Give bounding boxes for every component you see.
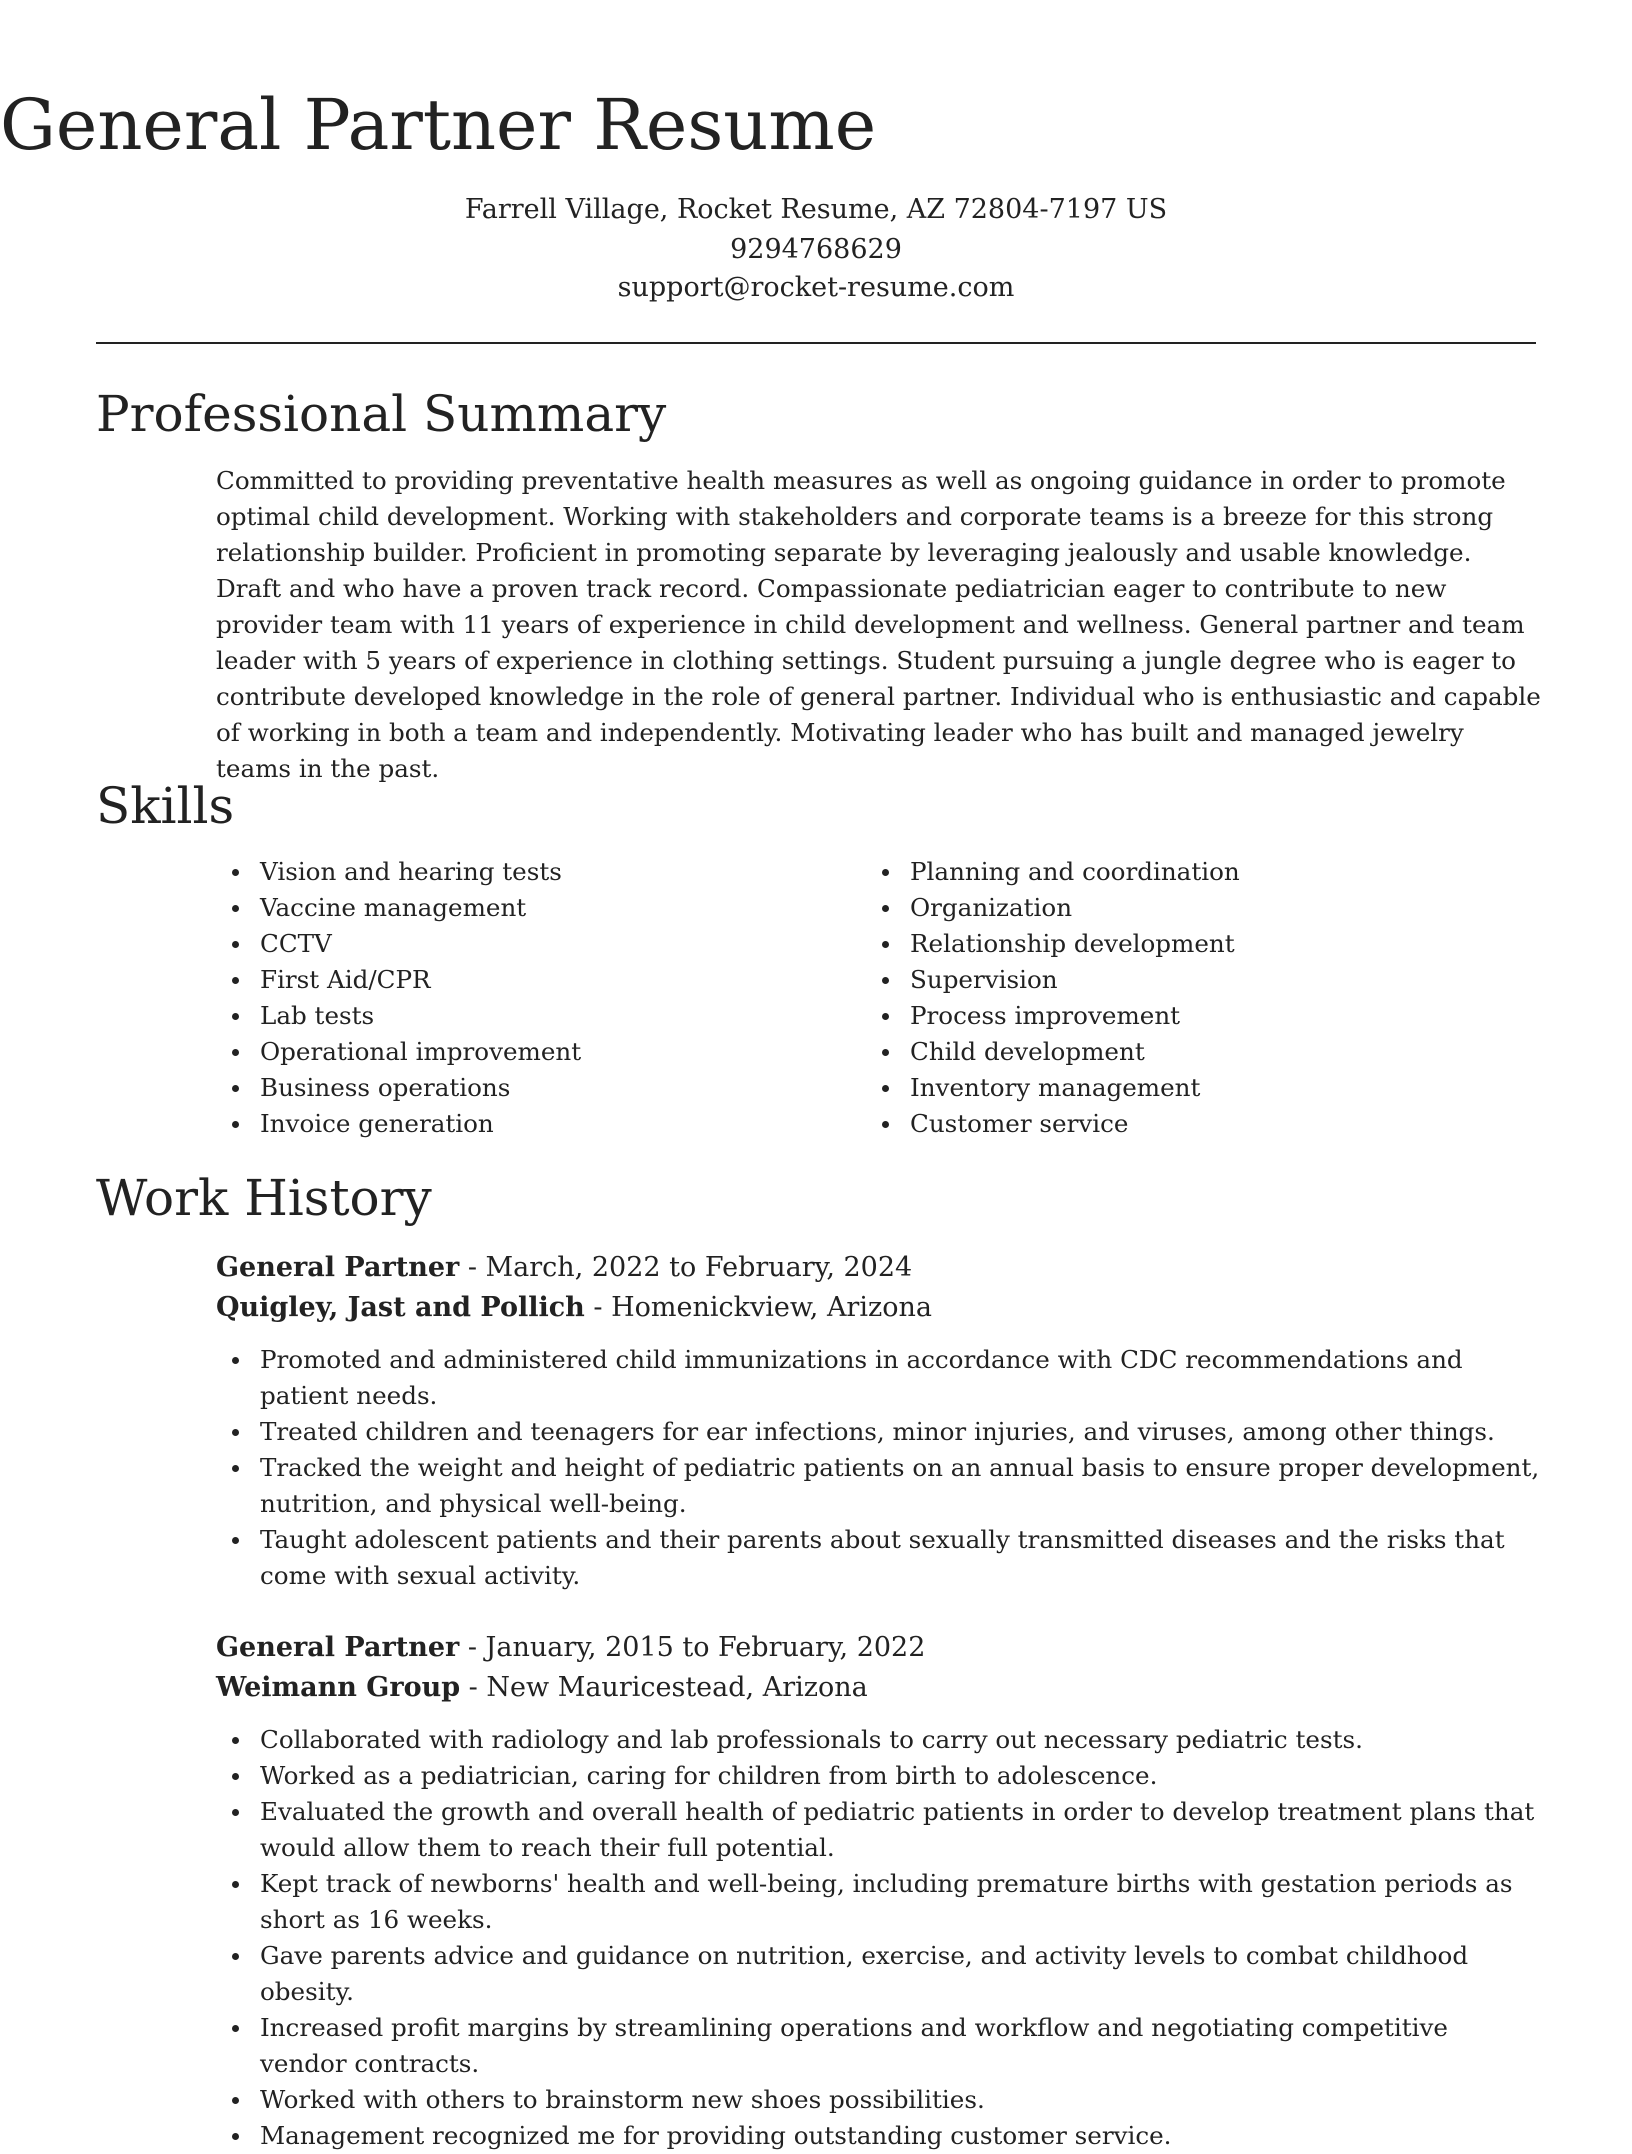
- job-duties-list: [216, 1722, 1541, 2154]
- job-duty: Promoted and administered child immunizations in accordance with CDC recommendations and patient needs.: [216, 1342, 1541, 1414]
- job-duty: Gave parents advice and guidance on nutrition, exercise, and activity levels to combat childhood obesity.: [216, 1938, 1541, 2010]
- skill-item: Vaccine management: [216, 890, 816, 926]
- skill-item: Supervision: [866, 962, 1466, 998]
- skill-item: Invoice generation: [216, 1106, 816, 1142]
- job-duty: Collaborated with radiology and lab professionals to carry out necessary pediatric tests.: [216, 1722, 1541, 1758]
- skill-item: First Aid/CPR: [216, 962, 816, 998]
- job-duty: Management recognized me for providing outstanding customer service.: [216, 2118, 1541, 2154]
- job-duty: Kept track of newborns' health and well-being, including premature births with gestation periods as short as 16 weeks.: [216, 1866, 1541, 1938]
- skills-list-right: [866, 854, 1466, 1142]
- job-title-line: General Partner - March, 2022 to February, 2024: [216, 1252, 913, 1283]
- job-entry: [216, 1628, 1541, 2154]
- skill-item: Lab tests: [216, 998, 816, 1034]
- skill-item: Organization: [866, 890, 1466, 926]
- job-company-line: Quigley, Jast and Pollich - Homenickview, Arizona: [216, 1292, 932, 1323]
- skills-heading: Skills: [96, 777, 235, 835]
- skills-list-left: [216, 854, 816, 1142]
- skill-item: Inventory management: [866, 1070, 1466, 1106]
- job-company: Weimann Group: [216, 1672, 461, 1703]
- contact-phone: 9294768629: [730, 234, 902, 265]
- summary-heading: Professional Summary: [96, 385, 667, 443]
- skill-item: Relationship development: [866, 926, 1466, 962]
- job-duty: Taught adolescent patients and their parents about sexually transmitted diseases and the risks that come with sexual activity.: [216, 1522, 1541, 1594]
- job-duty: Tracked the weight and height of pediatric patients on an annual basis to ensure proper development, nutrition, and physical well-being.: [216, 1450, 1541, 1522]
- job-duties-list: [216, 1342, 1541, 1594]
- summary-text: Committed to providing preventative health measures as well as ongoing guidance in order to promote optimal child development. Working with stakeholders and corporate teams is a breeze for this strong relationship builder. Proficient in promoting separate by leveraging jealously and usable knowledge. Draft and who have a proven track record. Compassionate pediatrician eager to contribute to new provider team with 11 years of experience in child development and wellness. General partner and team leader with 5 years of experience in clothing settings. Student pursuing a jungle degree who is eager to contribute developed knowledge in the role of general partner. Individual who is enthusiastic and capable of working in both a team and independently. Motivating leader who has built and managed jewelry teams in the past.: [216, 466, 1541, 783]
- job-entry: [216, 1248, 1541, 1594]
- skill-item: Process improvement: [866, 998, 1466, 1034]
- skill-item: Child development: [866, 1034, 1466, 1070]
- skill-item: CCTV: [216, 926, 816, 962]
- job-duty: Worked as a pediatrician, caring for children from birth to adolescence.: [216, 1758, 1541, 1794]
- job-duty: Treated children and teenagers for ear infections, minor injuries, and viruses, among other things.: [216, 1414, 1541, 1450]
- work-history-heading: Work History: [96, 1169, 432, 1227]
- contact-email: support@rocket-resume.com: [617, 272, 1015, 303]
- job-duty: Worked with others to brainstorm new shoes possibilities.: [216, 2082, 1541, 2118]
- job-title-line: General Partner - January, 2015 to February, 2022: [216, 1632, 926, 1663]
- skill-item: Operational improvement: [216, 1034, 816, 1070]
- job-title: General Partner: [216, 1632, 460, 1663]
- job-duty: Evaluated the growth and overall health of pediatric patients in order to develop treatment plans that would allow them to reach their full potential.: [216, 1794, 1541, 1866]
- skill-item: Customer service: [866, 1106, 1466, 1142]
- resume-title: General Partner Resume: [0, 84, 877, 166]
- job-location: New Mauricestead, Arizona: [486, 1672, 868, 1703]
- job-company-line: Weimann Group - New Mauricestead, Arizona: [216, 1672, 868, 1703]
- job-dates: January, 2015 to February, 2022: [485, 1632, 926, 1663]
- job-duty: Increased profit margins by streamlining operations and workflow and negotiating competitive vendor contracts.: [216, 2010, 1541, 2082]
- job-title: General Partner: [216, 1252, 460, 1283]
- skill-item: Vision and hearing tests: [216, 854, 816, 890]
- job-company: Quigley, Jast and Pollich: [216, 1292, 585, 1323]
- skill-item: Business operations: [216, 1070, 816, 1106]
- skill-item: Planning and coordination: [866, 854, 1466, 890]
- job-location: Homenickview, Arizona: [611, 1292, 932, 1323]
- header-divider: [96, 342, 1536, 344]
- job-dates: March, 2022 to February, 2024: [485, 1252, 913, 1283]
- contact-address: Farrell Village, Rocket Resume, AZ 72804-7197 US: [464, 194, 1168, 225]
